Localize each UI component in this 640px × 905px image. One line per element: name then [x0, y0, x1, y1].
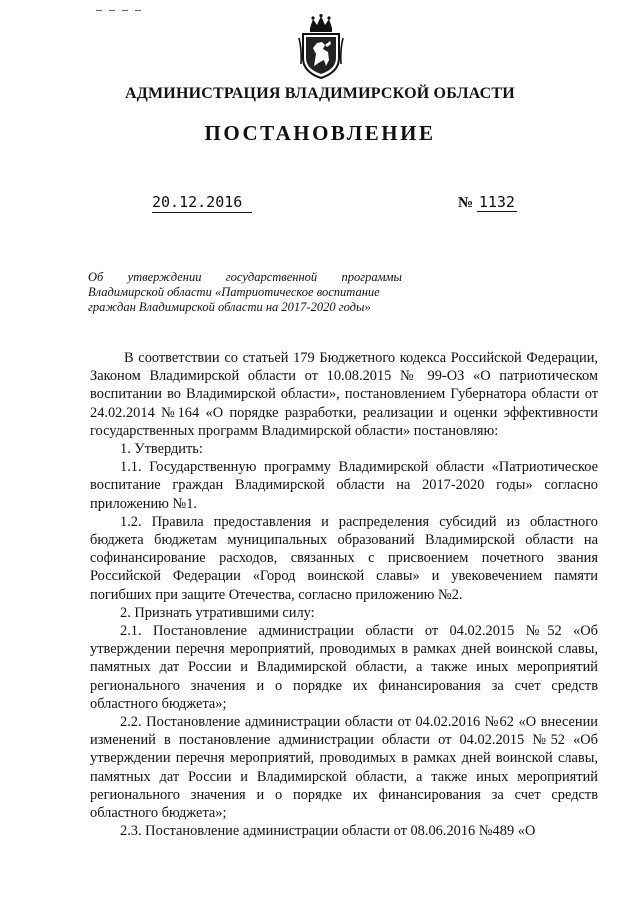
- body-paragraph: 1.2. Правила предоставления и распределения субсидий из областного бюджета бюджетам муниципальных образований Владимирской области на софинансирование расходов, связанных с присвоением почетного звания Российской Федерации «Город воинской славы» и увековечением памяти погибших при защите Отечества, согласно приложению №2.: [90, 513, 598, 603]
- document-number: [458, 193, 517, 212]
- subject-line: Об утверждении государственной программы: [88, 270, 402, 284]
- document-type-title: ПОСТАНОВЛЕНИЕ: [204, 121, 436, 145]
- scan-marks: [96, 10, 156, 16]
- subject-line: граждан Владимирской области на 2017-2020 годы»: [88, 300, 371, 314]
- body-paragraph: 2.2. Постановление администрации области от 04.02.2016 №62 «О внесении изменений в постановление администрации области от 04.02.2015 №52 «Об утверждении перечня мероприятий, проводимых в рамках дней воинской славы, памятных дат России и Владимирской области, а также иных мероприятий регионального значения и о порядке их финансирования за счет средств областного бюджета»;: [90, 714, 598, 822]
- document-subject: [88, 270, 402, 315]
- body-paragraph: 1. Утвердить:: [120, 441, 203, 458]
- number-value: 1132: [478, 193, 515, 211]
- body-paragraph: 2.1. Постановление администрации области от 04.02.2015 №52 «Об утверждении перечня мероприятий, проводимых в рамках дней воинской славы, памятных дат России и Владимирской области, а также иных мероприятий регионального значения и о порядке их финансирования за счет средств областного бюджета»;: [90, 623, 598, 712]
- body-paragraph: В соответствии со статьей 179 Бюджетного кодекса Российской Федерации, Законом Владимирской области от 10.08.2015 № 99-ОЗ «О патриотическом воспитании во Владимирской области», постановлением Губернатора области от 24.02.2014 №164 «О порядке разработки, реализации и оценки эффективности государственных программ Владимирской области» постановляю:: [90, 350, 598, 439]
- subject-line: Владимирской области «Патриотическое воспитание: [88, 285, 380, 299]
- body-paragraph: 2. Признать утратившими силу:: [120, 604, 315, 621]
- organization-title: АДМИНИСТРАЦИЯ ВЛАДИМИРСКОЙ ОБЛАСТИ: [125, 85, 515, 102]
- body-paragraph: 2.3. Постановление администрации области от 08.06.2016 №489 «О: [120, 823, 536, 840]
- coat-of-arms-icon: [298, 14, 344, 80]
- document-date: 20.12.2016: [152, 193, 252, 213]
- body-paragraph: 1.1. Государственную программу Владимирской области «Патриотическое воспитание граждан Владимирской области на 2017-2020 годы» согласно приложению №1.: [90, 459, 598, 512]
- document-body: [90, 349, 598, 840]
- number-label: №: [458, 195, 474, 211]
